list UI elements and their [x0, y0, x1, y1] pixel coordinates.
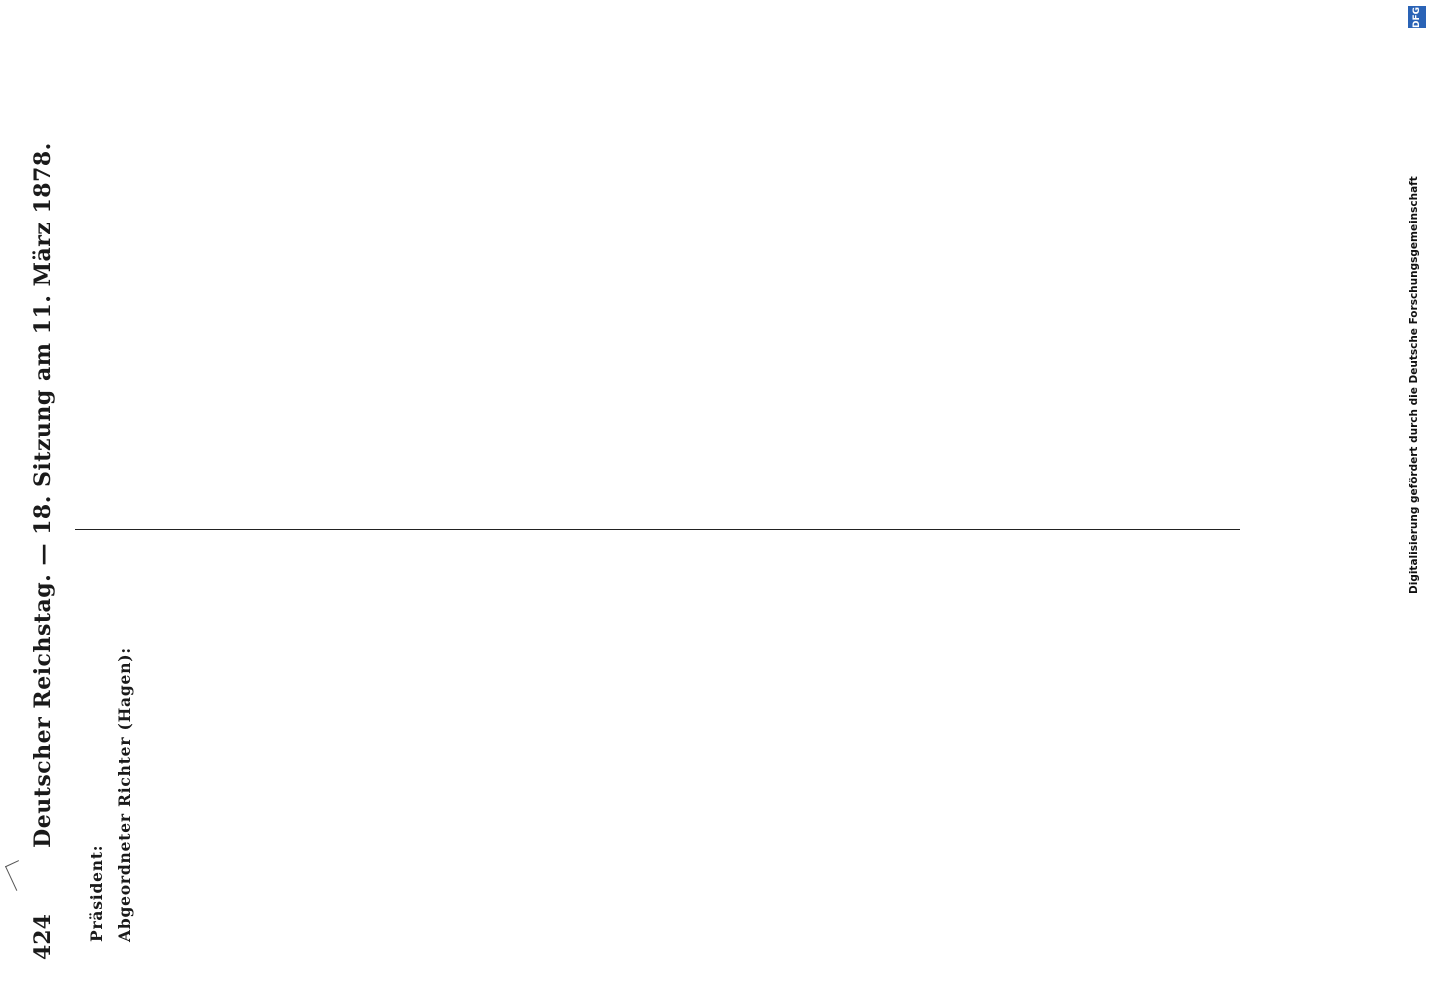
president-paragraph — [86, 540, 108, 960]
speaker-name: Präsident: — [87, 844, 106, 942]
running-head: Deutscher Reichstag. — 18. Sitzung am 11. März 1878. — [30, 142, 56, 848]
page-number: 424 — [30, 914, 56, 960]
deputy-paragraph — [114, 540, 136, 960]
right-column — [80, 80, 1240, 500]
dfg-logo: DFG — [1408, 6, 1426, 28]
left-column — [80, 540, 1240, 960]
digitization-note: Digitalisierung gefördert durch die Deutsche Forschungsgemeinschaft — [1408, 176, 1420, 594]
page-header — [30, 30, 70, 960]
speaker-name: Abgeordneter Richter (Hagen): — [115, 647, 134, 942]
column-divider — [75, 529, 1240, 530]
